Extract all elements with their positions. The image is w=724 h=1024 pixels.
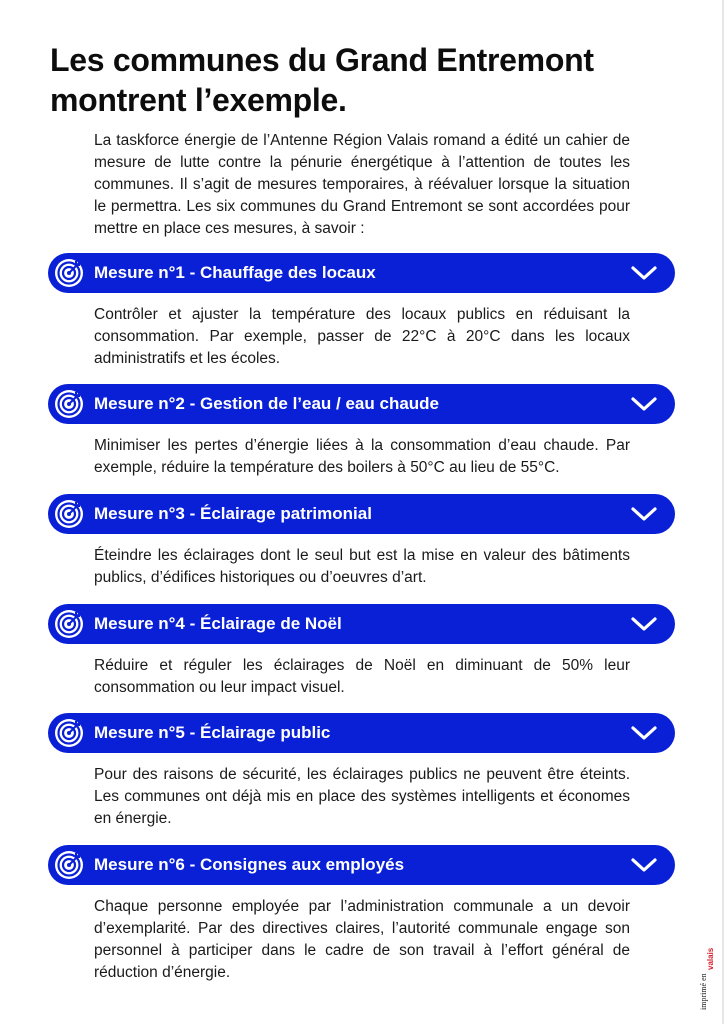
page-title: Les communes du Grand Entremont montrent l’exemple.: [50, 42, 594, 118]
target-icon: [54, 718, 84, 748]
measure-1-header[interactable]: [48, 253, 675, 293]
chevron-down-icon[interactable]: [631, 265, 657, 281]
chevron-down-icon[interactable]: [631, 857, 657, 873]
measure-4-title: Mesure n°4 - Éclairage de Noël: [94, 614, 342, 633]
measure-6-text: Chaque personne employée par l’administration communale a un devoir d’exemplarité. Par des directives claires, l’autorité communale engage son personnel à participer dans le cadre de son travail à l’effort général de réduction d’énergie.: [94, 898, 630, 981]
measure-2-title: Mesure n°2 - Gestion de l’eau / eau chaude: [94, 394, 440, 413]
measure-6-header[interactable]: [48, 845, 675, 885]
target-icon: [54, 258, 84, 288]
measure-3-title: Mesure n°3 - Éclairage patrimonial: [94, 504, 372, 523]
target-icon: [54, 850, 84, 880]
target-icon: [54, 499, 84, 529]
measure-6-title: Mesure n°6 - Consignes aux employés: [94, 855, 405, 874]
measure-5-title: Mesure n°5 - Éclairage public: [94, 723, 331, 742]
target-icon: [54, 389, 84, 419]
measure-2-text: Minimiser les pertes d’énergie liées à la consommation d’eau chaude. Par exemple, réduire la température des boilers à 50°C au lieu de 55°C.: [94, 437, 630, 476]
chevron-down-icon[interactable]: [631, 506, 657, 522]
measure-3-header[interactable]: [48, 494, 675, 534]
measure-4-text: Réduire et réguler les éclairages de Noël en diminuant de 50% leur consommation ou leur impact visuel.: [94, 657, 630, 696]
target-icon: [54, 609, 84, 639]
measure-5-header[interactable]: [48, 713, 675, 753]
intro-paragraph: La taskforce énergie de l’Antenne Région Valais romand a édité un cahier de mesure de lutte contre la pénurie énergétique à l’attention de toutes les communes. Il s’agit de mesures temporaires, à réévaluer lorsque la situation le permettra. Les six communes du Grand Entremont se sont accordées pour mettre en place ces mesures, à savoir :: [94, 132, 630, 237]
measure-5-text: Pour des raisons de sécurité, les éclairages publics ne peuvent être éteints. Les communes ont déjà mis en place des systèmes intelligents et économes en énergie.: [94, 766, 630, 827]
measure-1-text: Contrôler et ajuster la température des locaux publics en réduisant la consommation. Par exemple, passer de 22°C à 20°C dans les locaux administratifs et les écoles.: [94, 306, 630, 367]
imprint-line1: imprimé en: [699, 973, 708, 1010]
imprint-line2: valais: [706, 947, 715, 970]
measure-3-text: Éteindre les éclairages dont le seul but est la mise en valeur des bâtiments publics, d’édifices historiques ou d’oeuvres d’art.: [94, 547, 630, 586]
chevron-down-icon[interactable]: [631, 725, 657, 741]
measure-4-header[interactable]: [48, 604, 675, 644]
chevron-down-icon[interactable]: [631, 616, 657, 632]
measure-1-title: Mesure n°1 - Chauffage des locaux: [94, 263, 376, 282]
chevron-down-icon[interactable]: [631, 396, 657, 412]
measure-2-header[interactable]: [48, 384, 675, 424]
imprint-logo: [700, 942, 714, 1012]
